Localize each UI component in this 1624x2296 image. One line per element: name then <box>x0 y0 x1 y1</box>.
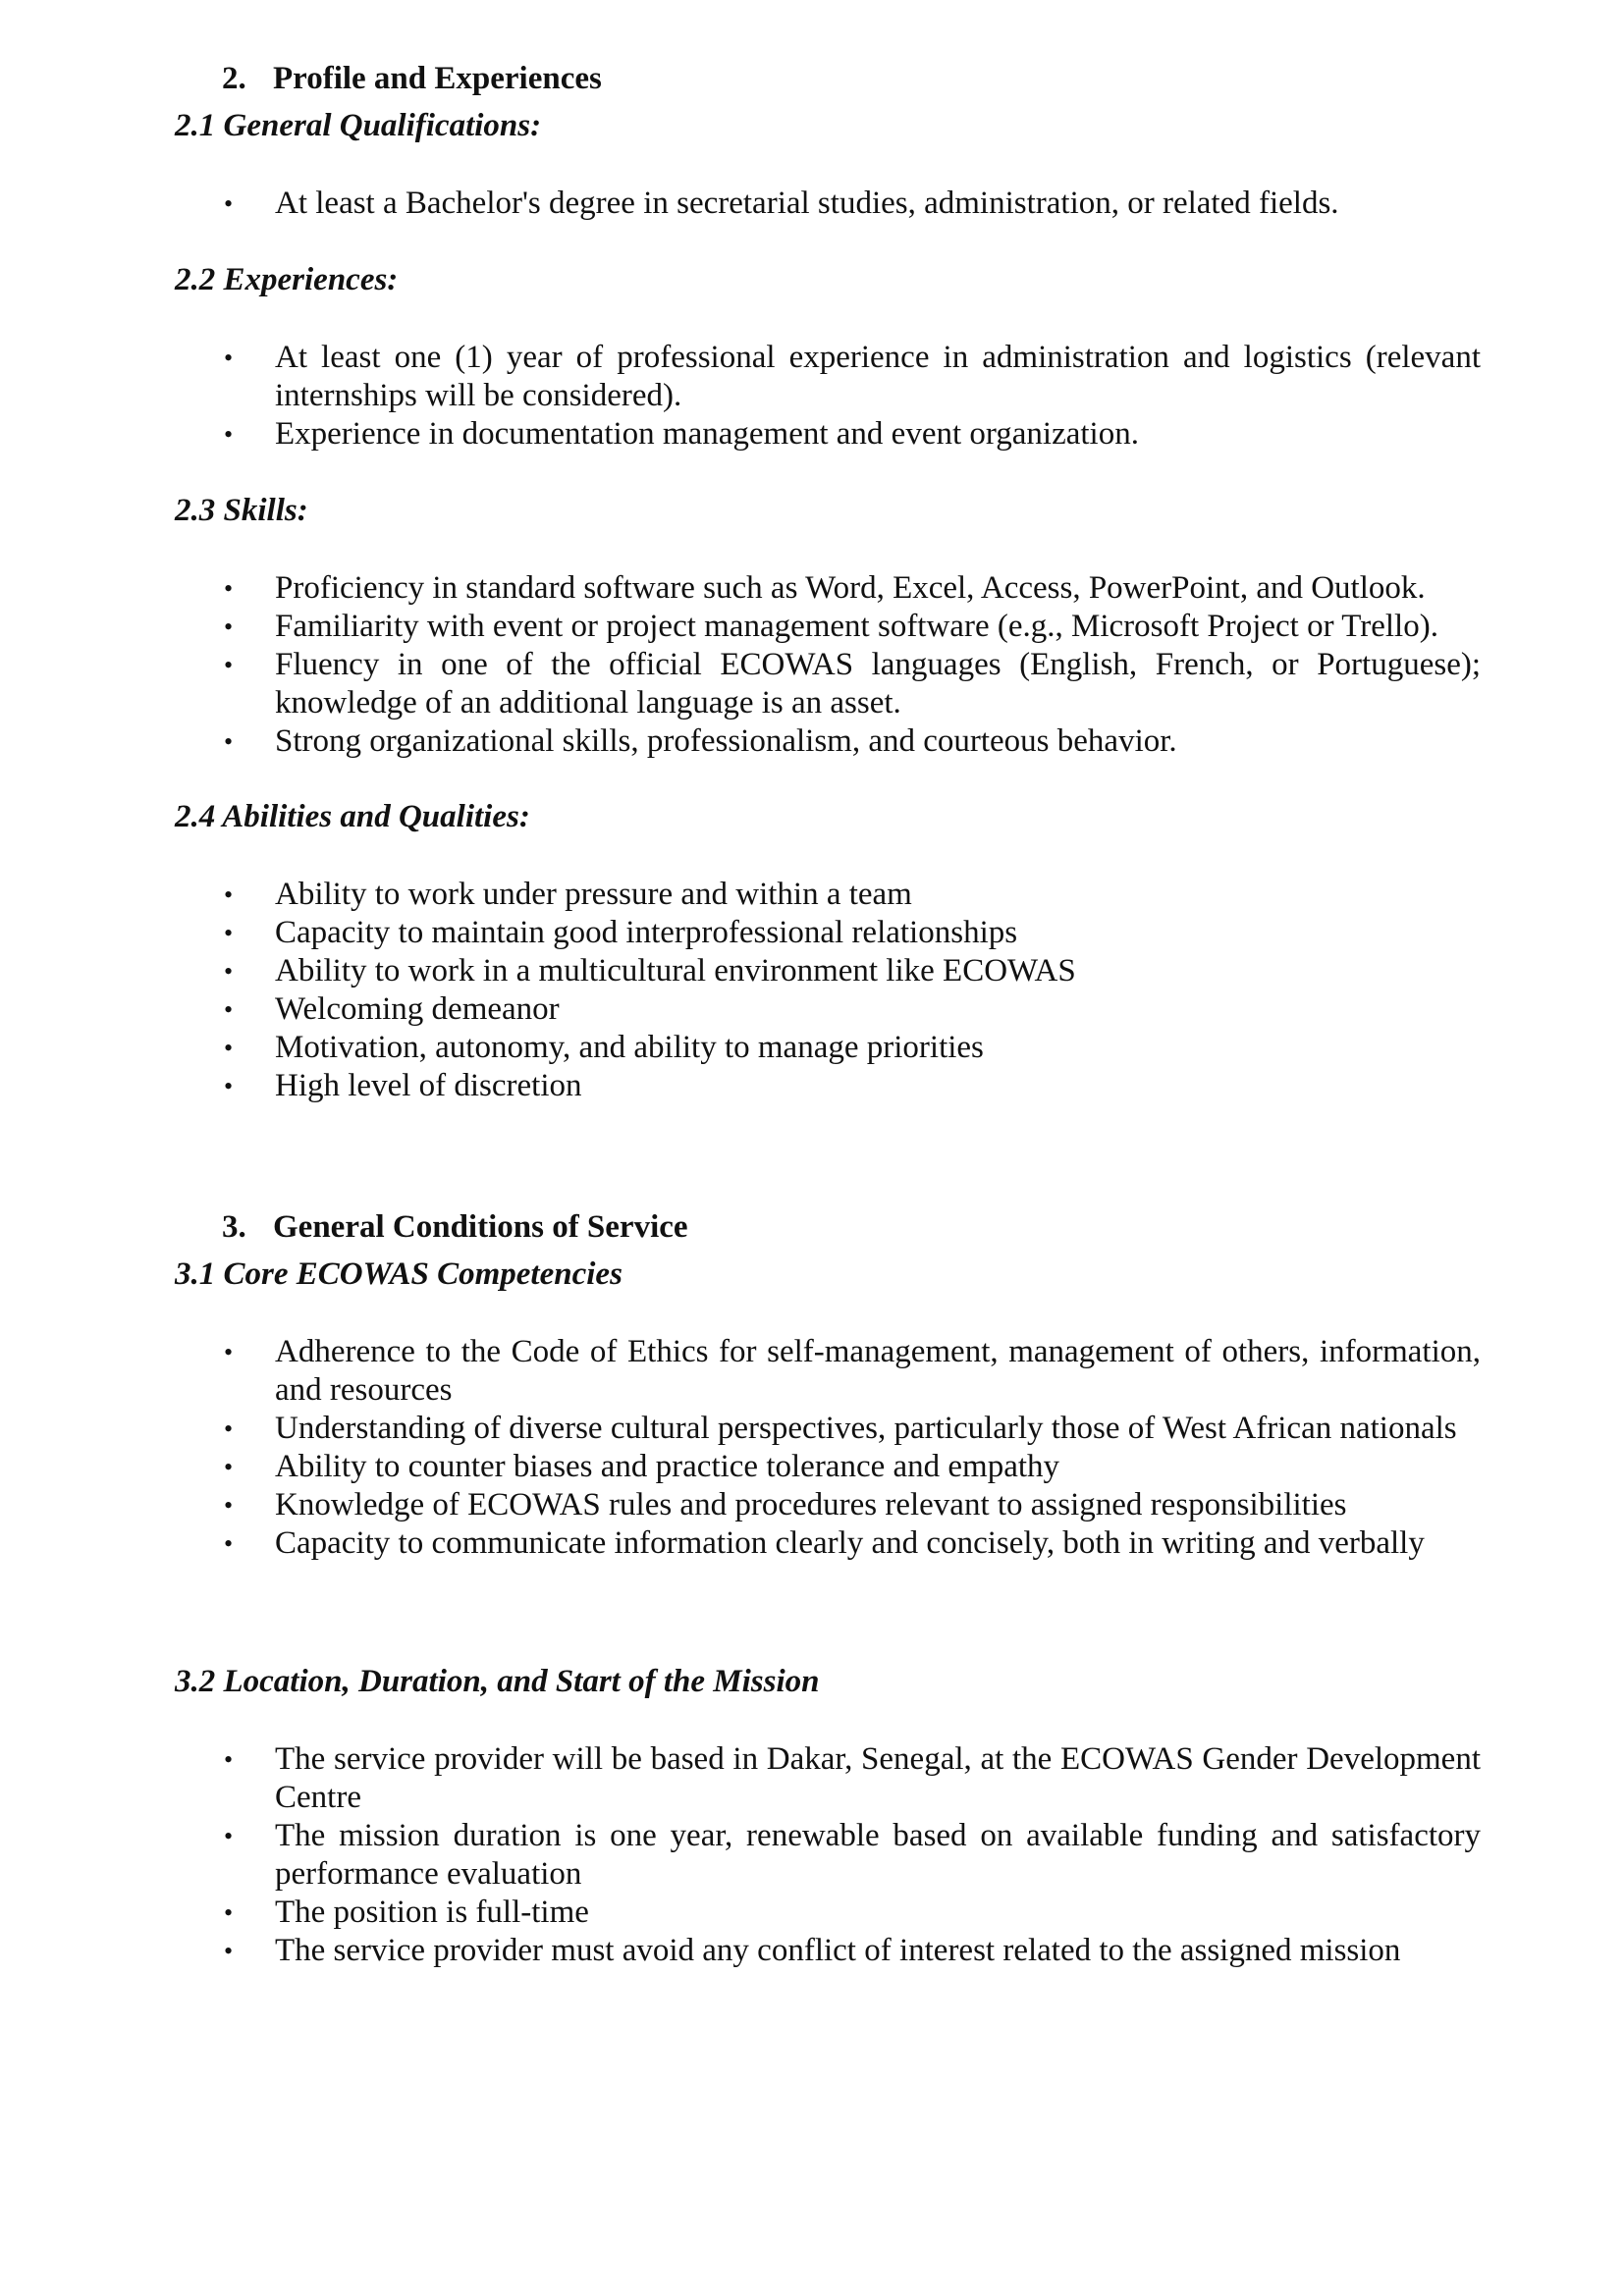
list-item: • Capacity to communicate information clearly and concisely, both in writing and verbally <box>224 1525 1425 1561</box>
section-2-number: 2. <box>222 61 246 96</box>
list-item: • At least a Bachelor's degree in secretarial studies, administration, or related fields. <box>224 186 1339 221</box>
bullet-icon: • <box>224 1822 234 1850</box>
section-3 <box>175 1207 1481 1247</box>
section-3-number: 3. <box>222 1209 246 1245</box>
subsection-2-1-title: 2.1 General Qualifications: <box>175 108 542 143</box>
list-item: • Knowledge of ECOWAS rules and procedures relevant to assigned responsibilities <box>224 1487 1347 1522</box>
subsection-3-1-title: 3.1 Core ECOWAS Competencies <box>175 1256 623 1292</box>
list-item: • Proficiency in standard software such as Word, Excel, Access, PowerPoint, and Outlook. <box>224 570 1426 606</box>
subsection-2-4-title: 2.4 Abilities and Qualities: <box>175 799 530 834</box>
subsection-3-1-list <box>175 1333 1481 1563</box>
bullet-icon: • <box>224 1745 234 1774</box>
bullet-icon: • <box>224 957 234 986</box>
bullet-icon: • <box>224 995 234 1024</box>
bullet-icon: • <box>224 420 234 449</box>
section-2-heading <box>175 59 1481 98</box>
list-item: • Welcoming demeanor <box>224 991 560 1027</box>
subsection-2-1 <box>175 106 1481 145</box>
subsection-2-2 <box>175 260 1481 299</box>
section-2-title: Profile and Experiences <box>273 61 602 96</box>
bullet-icon: • <box>224 651 234 679</box>
list-item: • Capacity to maintain good interprofessional relationships <box>224 915 1018 950</box>
subsection-2-2-title: 2.2 Experiences: <box>175 262 399 297</box>
bullet-icon: • <box>224 919 234 947</box>
section-2 <box>175 59 1481 98</box>
subsection-3-2-title: 3.2 Location, Duration, and Start of the Mission <box>175 1664 820 1699</box>
list-item: • Ability to work under pressure and within a team <box>224 877 912 912</box>
list-item: • The position is full-time <box>224 1895 589 1930</box>
bullet-icon: • <box>224 1034 234 1062</box>
list-item: • Ability to work in a multicultural environment like ECOWAS <box>224 953 1076 988</box>
list-item: • Familiarity with event or project management software (e.g., Microsoft Project or Trello). <box>224 609 1438 644</box>
subsection-2-4 <box>175 797 1481 836</box>
bullet-icon: • <box>224 1415 234 1443</box>
bullet-icon: • <box>224 1453 234 1481</box>
subsection-2-3-title: 2.3 Skills: <box>175 493 308 528</box>
list-item: • At least one (1) year of professional experience in administration and logistics (relevant internships will be considered). <box>224 340 1481 413</box>
list-item: • Understanding of diverse cultural perspectives, particularly those of West African nationals <box>224 1411 1457 1446</box>
subsection-2-2-list <box>175 339 1481 454</box>
bullet-icon: • <box>224 1338 234 1366</box>
list-item: • The service provider will be based in Dakar, Senegal, at the ECOWAS Gender Development Centre <box>224 1741 1481 1815</box>
section-3-heading <box>175 1207 1481 1247</box>
bullet-icon: • <box>224 1937 234 1965</box>
list-item: • High level of discretion <box>224 1068 582 1103</box>
subsection-2-3-list <box>175 569 1481 761</box>
subsection-2-4-list <box>175 876 1481 1105</box>
list-item: • Ability to counter biases and practice tolerance and empathy <box>224 1449 1060 1484</box>
list-item: • Motivation, autonomy, and ability to manage priorities <box>224 1030 984 1065</box>
subsection-2-1-list <box>175 185 1481 223</box>
subsection-3-1 <box>175 1255 1481 1294</box>
list-item: • Fluency in one of the official ECOWAS languages (English, French, or Portuguese); knowledge of an additional language is an asset. <box>224 647 1481 721</box>
bullet-icon: • <box>224 881 234 909</box>
list-item: • Experience in documentation management and event organization. <box>224 416 1139 452</box>
bullet-icon: • <box>224 189 234 218</box>
subsection-2-3 <box>175 491 1481 530</box>
list-item: • Strong organizational skills, professionalism, and courteous behavior. <box>224 723 1177 759</box>
section-3-title: General Conditions of Service <box>273 1209 688 1245</box>
bullet-icon: • <box>224 574 234 603</box>
subsection-3-2-list <box>175 1740 1481 1970</box>
subsection-3-2 <box>175 1662 1481 1701</box>
bullet-icon: • <box>224 1529 234 1558</box>
bullet-icon: • <box>224 344 234 372</box>
bullet-icon: • <box>224 1898 234 1927</box>
bullet-icon: • <box>224 613 234 641</box>
list-item: • The mission duration is one year, renewable based on available funding and satisfactory performance evaluation <box>224 1818 1481 1892</box>
bullet-icon: • <box>224 1072 234 1100</box>
list-item: • Adherence to the Code of Ethics for self-management, management of others, information, and resources <box>224 1334 1481 1408</box>
bullet-icon: • <box>224 727 234 756</box>
list-item: • The service provider must avoid any conflict of interest related to the assigned mission <box>224 1933 1401 1968</box>
bullet-icon: • <box>224 1491 234 1520</box>
